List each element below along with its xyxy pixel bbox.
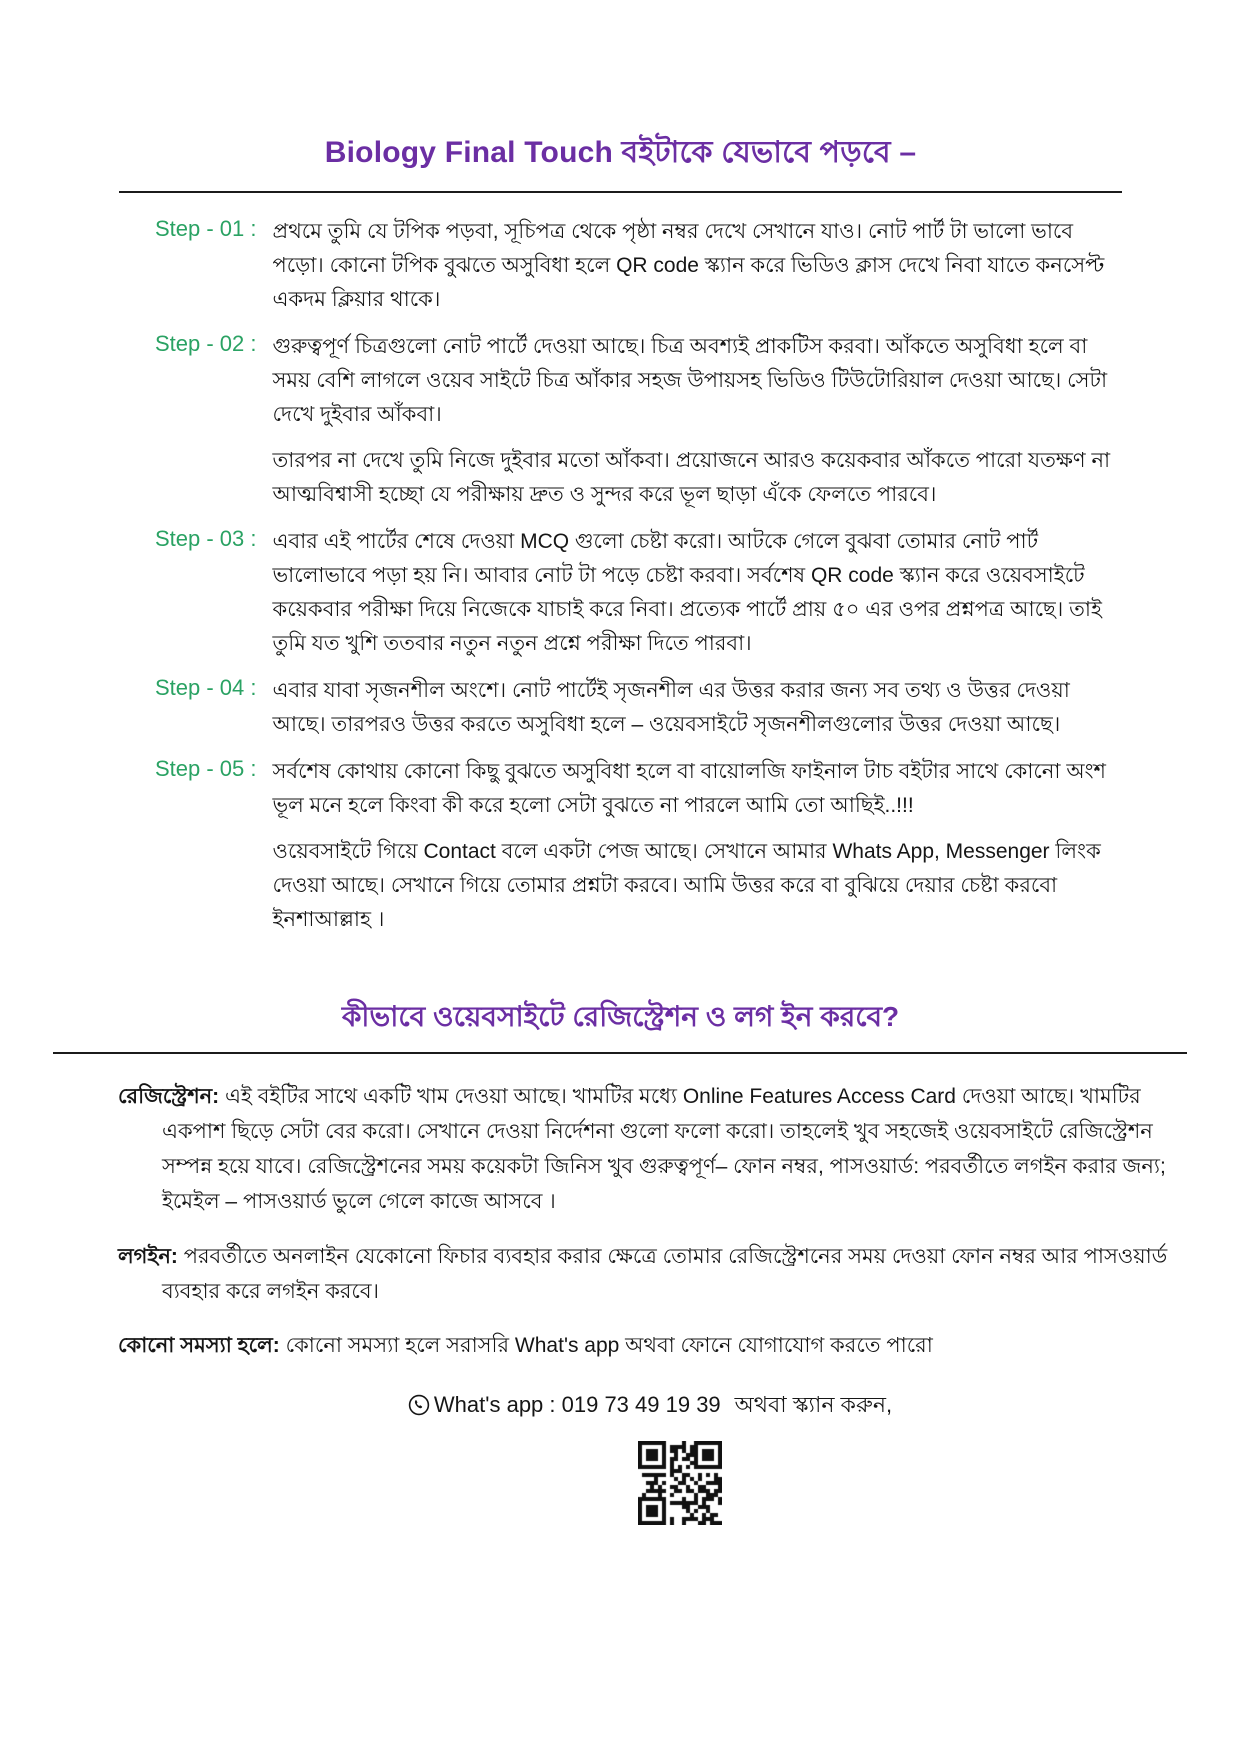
qr-code-image xyxy=(638,1441,722,1525)
whatsapp-contact-line xyxy=(118,1388,1181,1425)
qr-code xyxy=(638,1441,722,1525)
entry-text-registration: এই বইটির সাথে একটি খাম দেওয়া আছে। খামটির মধ্যে Online Features Access Card দেওয়া আছে। খামটির একপাশ ছিড়ে সেটা বের করো। সেখানে দেওয়া নির্দেশনা গুলো ফলো করো। তাহলেই খুব সহজেই ওয়েবসাইটে রেজিস্ট্রেশন সম্পন্ন হয়ে যাবে। রেজিস্ট্রেশনের সময় কয়েকটা জিনিস খুব গুরুত্বপূর্ণ– ফোন নম্বর, পাসওয়ার্ড: পরবর্তীতে লগইন করার জন্য; ইমেইল – পাসওয়ার্ড ভুলে গেলে কাজে আসবে । xyxy=(162,1085,1166,1213)
step-item-01 xyxy=(155,215,1121,317)
step-label-05: Step - 05 : xyxy=(155,756,257,782)
step-paragraph: এবার যাবা সৃজনশীল অংশে। নোট পার্টেই সৃজনশীল এর উত্তর করার জন্য সব তথ্য ও উত্তর দেওয়া আছে। তারপরও উত্তর করতে অসুবিধা হলে – ওয়েবসাইটে সৃজনশীলগুলোর উত্তর দেওয়া আছে। xyxy=(272,679,1070,737)
step-label-03: Step - 03 : xyxy=(155,526,257,552)
whatsapp-number: What's app : 019 73 49 19 39 xyxy=(433,1392,721,1418)
step-label-02: Step - 02 : xyxy=(155,331,257,357)
entry-label-problem: কোনো সমস্যা হলে: xyxy=(118,1334,280,1358)
entry-label-login: লগইন: xyxy=(118,1244,178,1268)
step-label-04: Step - 04 : xyxy=(155,675,257,701)
scan-instruction: অথবা স্ক্যান করুন, xyxy=(734,1392,893,1418)
step-item-03 xyxy=(155,525,1121,661)
step-paragraph: তারপর না দেখে তুমি নিজে দুইবার মতো আঁকবা। প্রয়োজনে আরও কয়েকবার আঁকতে পারো যতক্ষণ না আত্মবিশ্বাসী হচ্ছো যে পরীক্ষায় দ্রুত ও সুন্দর করে ভূল ছাড়া এঁকে ফেলতে পারবে। xyxy=(272,449,1111,507)
step-item-02 xyxy=(155,330,1121,512)
whatsapp-icon xyxy=(407,1393,431,1423)
step-paragraph: ওয়েবসাইটে গিয়ে Contact বলে একটা পেজ আছে। সেখানে আমার Whats App, Messenger লিংক দেওয়া আছে। সেখানে গিয়ে তোমার প্রশ্নটা করবে। আমি উত্তর করে বা বুঝিয়ে দেয়ার চেষ্টা করবো ইনশাআল্লাহ । xyxy=(272,840,1101,932)
entry-text-login: পরবর্তীতে অনলাইন যেকোনো ফিচার ব্যবহার করার ক্ষেত্রে তোমার রেজিস্ট্রেশনের সময় দেওয়া ফোন নম্বর আর পাসওয়ার্ড ব্যবহার করে লগইন করবে। xyxy=(162,1244,1168,1303)
section1-divider xyxy=(119,191,1122,193)
steps-list xyxy=(155,215,1121,937)
step-body-03 xyxy=(273,525,1121,661)
step-label-01: Step - 01 : xyxy=(155,216,257,241)
entry-problem xyxy=(118,1329,1181,1364)
step-body-04 xyxy=(273,674,1121,742)
step-item-05 xyxy=(155,755,1121,937)
entry-label-registration: রেজিস্ট্রেশন: xyxy=(118,1085,220,1109)
section2-title: কীভাবে ওয়েবসাইটে রেজিস্ট্রেশন ও লগ ইন করবে? xyxy=(341,1001,900,1033)
step-paragraph: এবার এই পার্টের শেষে দেওয়া MCQ গুলো চেষ্টা করো। আটকে গেলে বুঝবা তোমার নোট পার্ট ভালোভাবে পড়া হয় নি। আবার নোট টা পড়ে চেষ্টা করবা। সর্বশেষ QR code স্ক্যান করে ওয়েবসাইটে কয়েকবার পরীক্ষা দিয়ে নিজেকে যাচাই করে নিবা। প্রত্যেক পার্টে প্রায় ৫০ এর ওপর প্রশ্নপত্র আছে। তাই তুমি যত খুশি ততবার নতুন নতুন প্রশ্নে পরীক্ষা দিতে পারবা। xyxy=(272,530,1102,656)
entry-registration xyxy=(118,1080,1181,1219)
step-paragraph: সর্বশেষ কোথায় কোনো কিছু বুঝতে অসুবিধা হলে বা বায়োলজি ফাইনাল টাচ বইটার সাথে কোনো অংশ ভূল মনে হলে কিংবা কী করে হলো সেটা বুঝতে না পারলে আমি তো আছিই..!!! xyxy=(272,760,1106,818)
step-body-01 xyxy=(273,215,1121,317)
entry-text-problem: কোনো সমস্যা হলে সরাসরি What's app অথবা ফোনে যোগাযোগ করতে পারো xyxy=(285,1334,933,1358)
entry-login xyxy=(118,1240,1181,1310)
registration-info xyxy=(0,1080,1241,1525)
section1-title: Biology Final Touch বইটাকে যেভাবে পড়বে – xyxy=(324,136,917,169)
step-paragraph: গুরুত্বপূর্ণ চিত্রগুলো নোট পার্টে দেওয়া আছে। চিত্র অবশ্যই প্রাকটিস করবা। আঁকতে অসুবিধা হলে বা সময় বেশি লাগলে ওয়েব সাইটে চিত্র আঁকার সহজ উপায়সহ ভিডিও টিউটোরিয়াল দেওয়া আছে। সেটা দেখে দুইবার আঁকবা। xyxy=(272,335,1108,427)
step-body-02 xyxy=(273,330,1121,512)
step-item-04 xyxy=(155,674,1121,742)
step-paragraph: প্রথমে তুমি যে টপিক পড়বা, সূচিপত্র থেকে পৃষ্ঠা নম্বর দেখে সেখানে যাও। নোট পার্ট টা ভালো ভাবে পড়ো। কোনো টপিক বুঝতে অসুবিধা হলে QR code স্ক্যান করে ভিডিও ক্লাস দেখে নিবা যাতে কনসেপ্ট একদম ক্লিয়ার থাকে। xyxy=(272,220,1105,312)
step-body-05 xyxy=(273,755,1121,937)
section2-divider xyxy=(53,1052,1187,1054)
